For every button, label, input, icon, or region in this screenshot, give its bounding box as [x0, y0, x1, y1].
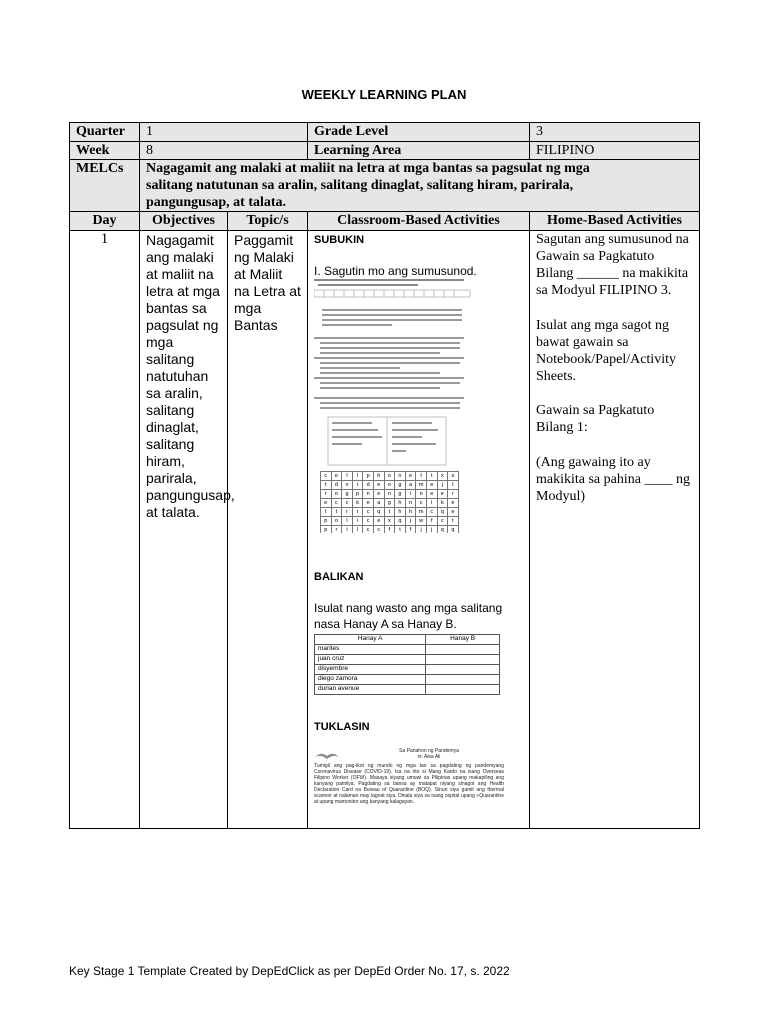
home-instruction-1: Sagutan ang sumusunod na Gawain sa Pagkatuto Bilang ______ na makikita sa Modyul FILIPINO 3.: [536, 232, 689, 298]
home-activities-cell: [530, 231, 700, 829]
topic-line-1: Paggamit ng Malaki at Maliit: [234, 232, 294, 282]
balikan-heading: BALIKAN: [314, 571, 364, 583]
day-header: Day: [70, 212, 140, 231]
tuklasin-heading: TUKLASIN: [314, 721, 370, 733]
quarter-label: Quarter: [70, 123, 140, 142]
hanay-item: juan cruz: [315, 655, 426, 665]
subukin-worksheet-image: c e l l p h o n e t t x s t d v i d e o g a m e j t r o g p n e n g i n e e r e c c k e a g h n c l k e t t r r c q t h h m c q e p o l i c e x q j w f c t p r i l c c f t f j j q q: [314, 279, 474, 535]
hanay-a-header: Hanay A: [315, 635, 426, 645]
learning-area-value: FILIPINO: [530, 142, 700, 160]
story-title: Sa Panahon ng Pandemya: [399, 748, 459, 754]
hanay-item: disyembre: [315, 665, 426, 675]
weekly-plan-table: [69, 122, 700, 829]
hanay-item: marites: [315, 645, 426, 655]
bird-illustration: [314, 750, 340, 762]
hanay-table: [314, 634, 500, 695]
classroom-header: Classroom-Based Activities: [308, 212, 530, 231]
day-value: 1: [70, 231, 140, 829]
page-title: WEEKLY LEARNING PLAN: [301, 87, 467, 102]
classroom-activities-cell: [308, 231, 530, 829]
home-instruction-2: Isulat ang mga sagot ng bawat gawain sa Notebook/Papel/Activity Sheets.: [536, 317, 676, 384]
balikan-instruction: Isulat nang wasto ang mga salitang nasa Hanay A sa Hanay B.: [314, 601, 503, 631]
story-text: Tumigil ang pag-ikot ng mundo ng mga tao sa pagdating ng pandemyang Coronavirus Disease (COVID-19). Isa na rito si Mang Kardo na isang Overseas Filipino Worker (OFW). Masaya siyang umuwi sa Pilipinas upang makapiling ang kanyang pamilya. Pagdating sa bansa ay matapat niyang sinagot ang Health Declaration Card na Bureau of Quarantine (BOQ). Sinuri siya gamit ang thermal scanner at nalaman may lagnat siya. Dinala siya sa isang ospital upang i-Quarantine at upang mamonitor ang kanyang kalagayan.: [314, 763, 504, 805]
grade-level-value: 3: [530, 123, 700, 142]
topic-line-2: na Letra at mga Bantas: [234, 283, 301, 333]
hanay-item: durian avenue: [315, 685, 426, 695]
learning-area-label: Learning Area: [308, 142, 530, 160]
melcs-label: MELCs: [70, 160, 140, 212]
subukin-heading: SUBUKIN: [314, 234, 365, 246]
quarter-value: 1: [140, 123, 308, 142]
footer-credit: Key Stage 1 Template Created by DepEdClick as per DepEd Order No. 17, s. 2022: [69, 964, 510, 978]
topics-cell: [228, 231, 308, 829]
subukin-instruction: I. Sagutin mo ang sumusunod.: [314, 264, 477, 278]
home-header: Home-Based Activities: [530, 212, 700, 231]
home-instruction-4: (Ang gawaing ito ay makikita sa pahina ____ ng Modyul): [536, 454, 690, 504]
week-label: Week: [70, 142, 140, 160]
week-value: 8: [140, 142, 308, 160]
grade-level-label: Grade Level: [308, 123, 530, 142]
melcs-text: Nagagamit ang malaki at maliit na letra at mga bantas sa pagsulat ng mga salitang natutunan sa aralin, salitang dinaglat, salitang hiram, parirala, pangungusap, at talata.: [140, 160, 700, 212]
home-instruction-3: Gawain sa Pagkatuto Bilang 1:: [536, 403, 655, 435]
topics-header: Topic/s: [228, 212, 308, 231]
objectives-header: Objectives: [140, 212, 228, 231]
hanay-b-header: Hanay B: [426, 635, 500, 645]
objectives-cell: Nagagamit ang malaki at maliit na letra at mga bantas sa pagsulat ng mga salitang natutuhan sa aralin, salitang dinaglat, salitang hiram, parirala, pangungusap, at talata.: [140, 231, 228, 829]
tuklasin-story-image: [314, 748, 504, 828]
story-author: ni: Aisa Ali: [417, 754, 441, 760]
hanay-item: diego zamora: [315, 675, 426, 685]
